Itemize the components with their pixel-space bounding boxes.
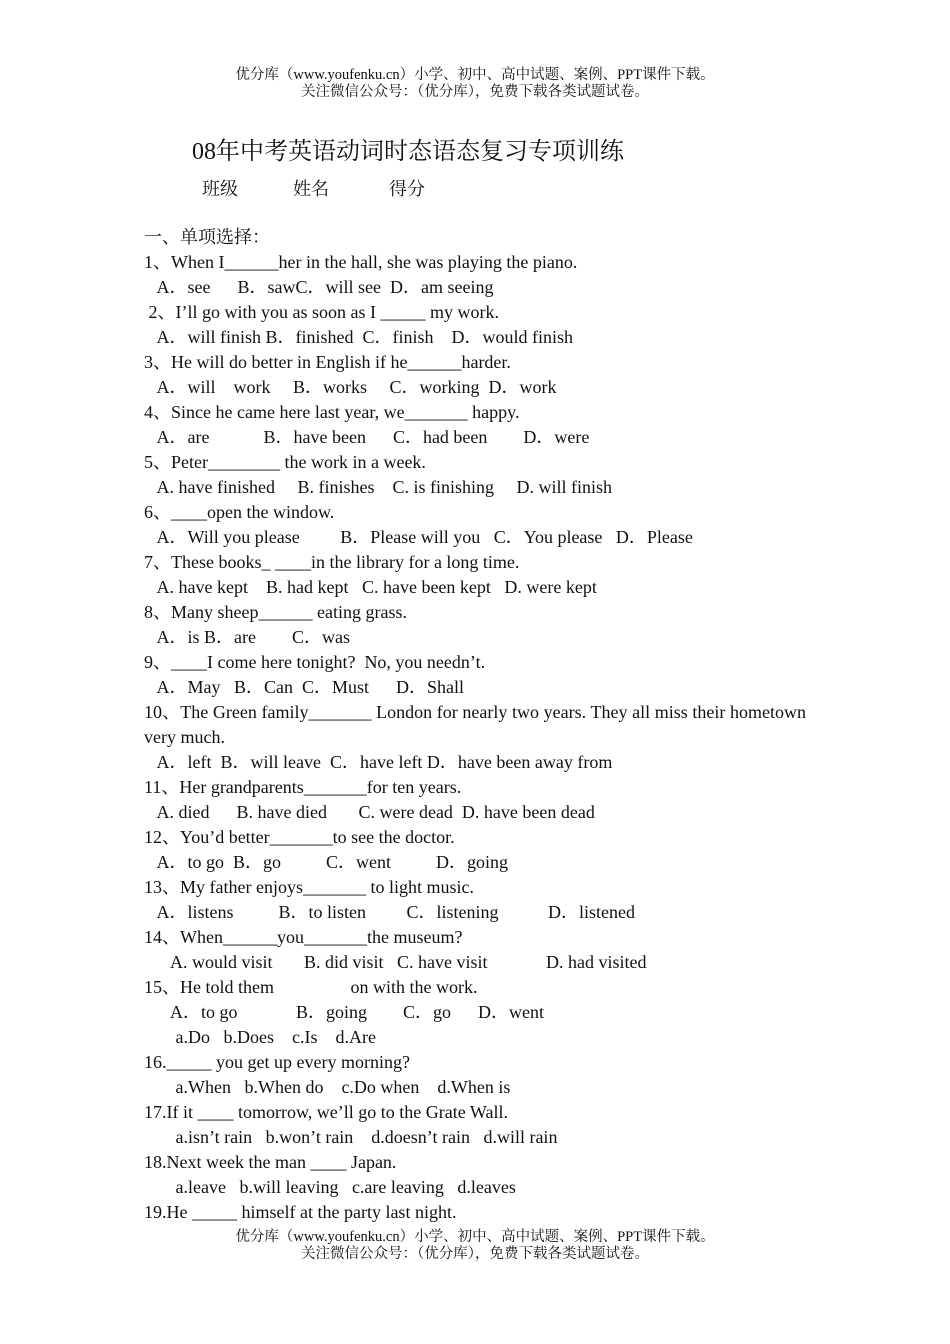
options-line: A．are B．have been C．had been D．were — [144, 427, 590, 447]
question-line: 2、I’ll go with you as soon as I _____ my work. — [144, 302, 499, 322]
question-line: 12、You’d better_______to see the doctor. — [144, 827, 455, 847]
section-heading: 一、单项选择： — [144, 227, 270, 247]
options-line: A. died B. have died C. were dead D. have been dead — [144, 802, 595, 822]
name-field-label: 姓名 — [293, 179, 329, 199]
class-field-label: 班级 — [202, 179, 238, 199]
question-line: 13、My father enjoys_______ to light music. — [144, 877, 474, 897]
header-line-2: 关注微信公众号：（优分库），免费下载各类试题试卷。 — [301, 84, 649, 100]
options-line: A．May B．Can C．Must D．Shall — [144, 677, 465, 697]
options-line: a.isn’t rain b.won’t rain d.doesn’t rain d.will rain — [144, 1127, 558, 1147]
footer-line-2: 关注微信公众号：（优分库），免费下载各类试题试卷。 — [301, 1246, 649, 1262]
question-line: 15、He told them on with the work. — [144, 977, 478, 997]
footer-line-1: 优分库（www.youfenku.cn）小学、初中、高中试题、案例、PPT课件下载。 — [235, 1229, 715, 1245]
question-line: 16._____ you get up every morning? — [144, 1052, 410, 1072]
question-line: 17.If it ____ tomorrow, we’ll go to the Grate Wall. — [144, 1102, 508, 1122]
options-line: A．will work B．works C．working D．work — [144, 377, 557, 397]
header-line-1: 优分库（www.youfenku.cn）小学、初中、高中试题、案例、PPT课件下载。 — [235, 67, 715, 83]
question-line: 6、____open the window. — [144, 502, 335, 522]
options-line: a.Do b.Does c.Is d.Are — [144, 1027, 376, 1047]
options-line: A．left B．will leave C．have left D．have been away from — [144, 752, 613, 772]
question-line: 1、When I______her in the hall, she was playing the piano. — [144, 252, 578, 272]
options-line: A．see B．sawC．will see D．am seeing — [144, 277, 494, 297]
question-line: 8、Many sheep______ eating grass. — [144, 602, 407, 622]
score-field-label: 得分 — [389, 179, 425, 199]
document-title: 08年中考英语动词时态语态复习专项训练 — [192, 139, 624, 165]
options-line: A. have finished B. finishes C. is finishing D. will finish — [144, 477, 612, 497]
options-line: A．will finish B．finished C．finish D．would finish — [144, 327, 574, 347]
question-line: 5、Peter________ the work in a week. — [144, 452, 426, 472]
page-header — [0, 67, 950, 101]
question-line: 10、The Green family_______ London for nearly two years. They all miss their hometown very much. — [144, 702, 806, 747]
options-line: a.When b.When do c.Do when d.When is — [144, 1077, 511, 1097]
options-line: A. have kept B. had kept C. have been kept D. were kept — [144, 577, 597, 597]
options-line: A．to go B．going C．go D．went — [144, 1002, 545, 1022]
question-line: 14、When______you_______the museum? — [144, 927, 463, 947]
question-line: 9、____I come here tonight? No, you needn’t. — [144, 652, 486, 672]
question-line: 11、Her grandparents_______for ten years. — [144, 777, 462, 797]
question-line: 7、These books_ ____in the library for a long time. — [144, 552, 520, 572]
question-line: 18.Next week the man ____ Japan. — [144, 1152, 397, 1172]
options-line: a.leave b.will leaving c.are leaving d.leaves — [144, 1177, 516, 1197]
options-line: A．listens B．to listen C．listening D．listened — [144, 902, 636, 922]
options-line: A．is B．are C．was — [144, 627, 350, 647]
question-line: 19.He _____ himself at the party last night. — [144, 1202, 457, 1222]
question-line: 3、He will do better in English if he______harder. — [144, 352, 511, 372]
page-footer — [0, 1229, 950, 1263]
options-line: A．Will you please B．Please will you C．You please D．Please — [144, 527, 693, 547]
question-line: 4、Since he came here last year, we_______ happy. — [144, 402, 520, 422]
options-line: A. would visit B. did visit C. have visit D. had visited — [144, 952, 647, 972]
options-line: A．to go B．go C．went D．going — [144, 852, 509, 872]
